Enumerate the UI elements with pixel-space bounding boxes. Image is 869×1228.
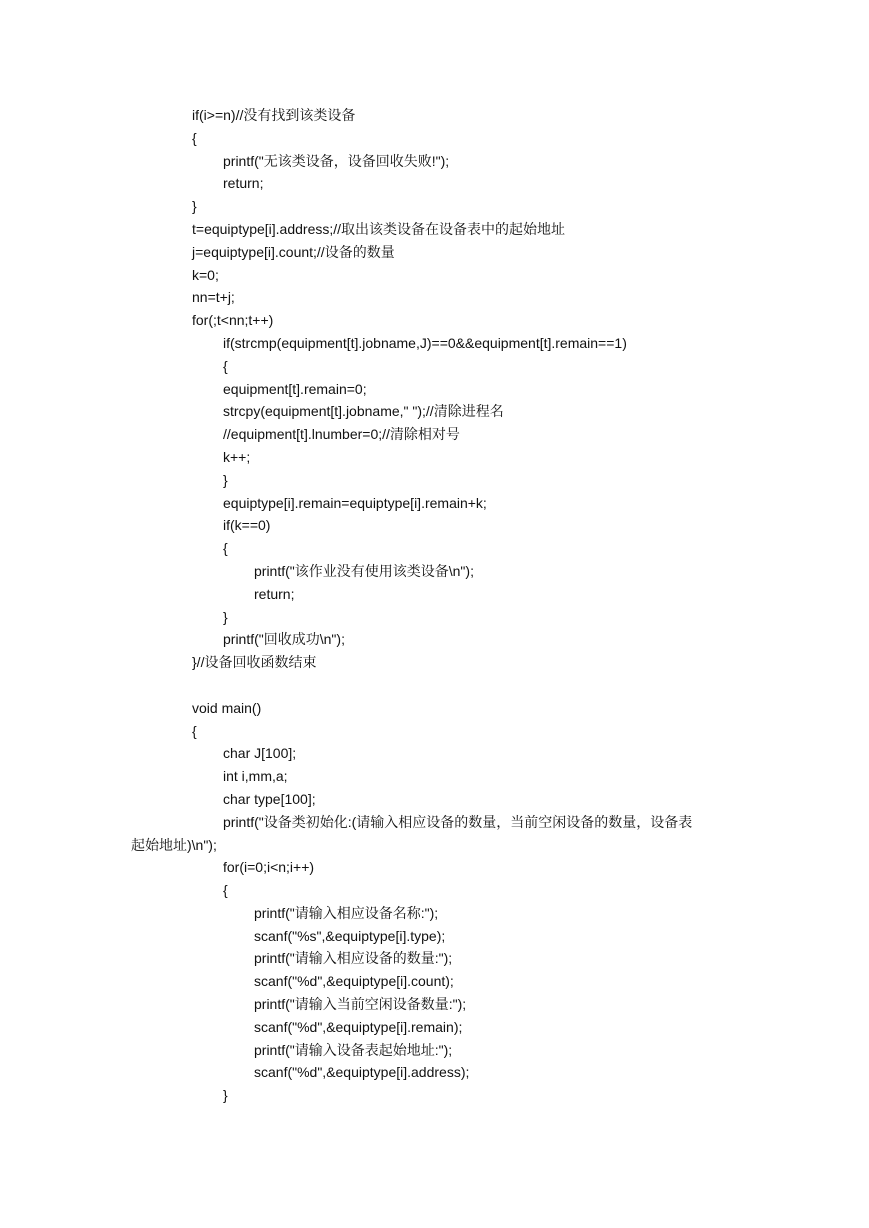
code-line: scanf("%d",&equiptype[i].address);: [254, 1064, 470, 1081]
code-line: printf("请输入相应设备名称:");: [254, 904, 439, 921]
code-line: k++;: [223, 448, 251, 465]
code-line: printf("请输入相应设备的数量:");: [254, 950, 453, 967]
code-line: for(;t<nn;t++): [192, 312, 274, 329]
code-line: }//设备回收函数结束: [192, 654, 317, 671]
code-line: {: [223, 882, 228, 899]
code-line: int i,mm,a;: [223, 768, 288, 785]
code-line: scanf("%s",&equiptype[i].type);: [254, 927, 446, 944]
code-line: void main(): [192, 699, 262, 716]
code-line: }: [223, 1087, 228, 1104]
code-line: {: [223, 357, 228, 374]
code-line: for(i=0;i<n;i++): [223, 859, 315, 876]
code-line: //equipment[t].lnumber=0;//清除相对号: [223, 426, 460, 443]
code-line: printf("请输入设备表起始地址:");: [254, 1041, 453, 1058]
code-line: }: [223, 608, 228, 625]
code-line: equiptype[i].remain=equiptype[i].remain+k;: [223, 494, 487, 511]
code-block: [0, 104, 869, 1107]
code-line: return;: [223, 175, 264, 192]
code-line: {: [223, 540, 228, 557]
code-line: }: [192, 198, 197, 215]
code-line: printf("无该类设备，设备回收失败!");: [223, 152, 450, 169]
code-line: return;: [254, 585, 295, 602]
code-line: printf("回收成功\n");: [223, 631, 345, 648]
code-line: printf("请输入当前空闲设备数量:");: [254, 996, 467, 1013]
code-line: printf("设备类初始化:(请输入相应设备的数量，当前空闲设备的数量，设备表: [223, 813, 693, 830]
code-line: if(i>=n)//没有找到该类设备: [192, 107, 356, 123]
code-line: {: [192, 722, 197, 739]
code-line: equipment[t].remain=0;: [223, 380, 367, 397]
code-line: }: [223, 471, 228, 488]
code-line: if(strcmp(equipment[t].jobname,J)==0&&equipment[t].remain==1): [223, 334, 627, 351]
code-line: char J[100];: [223, 745, 297, 762]
code-line: t=equiptype[i].address;//取出该类设备在设备表中的起始地址: [192, 220, 566, 237]
code-line: {: [192, 129, 197, 146]
code-line: nn=t+j;: [192, 289, 235, 306]
code-line: scanf("%d",&equiptype[i].count);: [254, 973, 454, 990]
code-line: if(k==0): [223, 517, 271, 534]
code-line: 起始地址)\n");: [131, 836, 217, 853]
code-line: j=equiptype[i].count;//设备的数量: [192, 243, 395, 260]
code-line: printf("该作业没有使用该类设备\n");: [254, 562, 474, 579]
code-line: k=0;: [192, 266, 219, 283]
code-line: char type[100];: [223, 790, 316, 807]
code-line: strcpy(equipment[t].jobname," ");//清除进程名: [223, 403, 504, 420]
blank-line: [0, 674, 869, 697]
code-line: scanf("%d",&equiptype[i].remain);: [254, 1018, 463, 1035]
